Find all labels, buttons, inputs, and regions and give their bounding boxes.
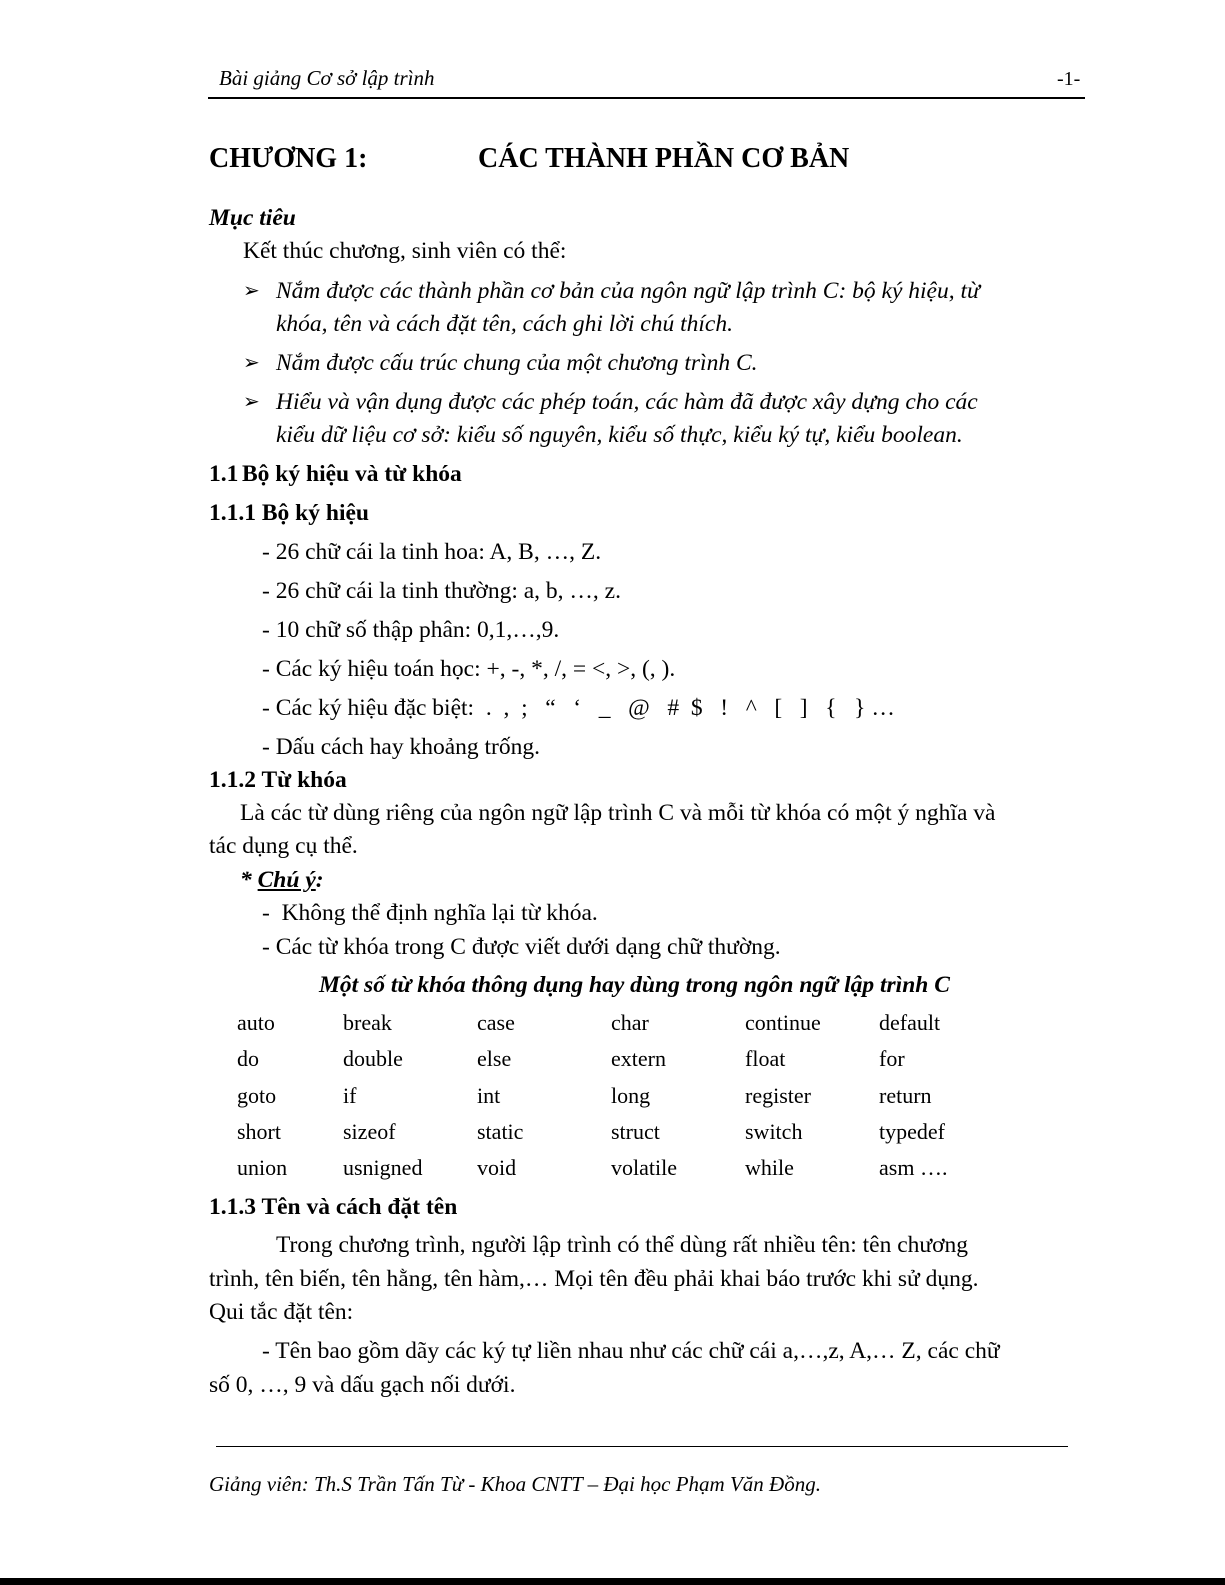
section-1-1-3-title: 1.1.3 Tên và cách đặt tên — [209, 1194, 458, 1220]
objectives-heading: Mục tiêu — [209, 205, 296, 231]
page-number: -1- — [1057, 68, 1081, 90]
header-title: Bài giảng Cơ sở lập trình — [219, 66, 435, 90]
naming-paragraph-line-1: Trong chương trình, người lập trình có thể dùng rất nhiều tên: tên chương — [276, 1232, 969, 1258]
keyword-cell: typedef — [879, 1119, 945, 1144]
list-item: - Các ký hiệu toán học: +, -, *, /, = <, >, (, ). — [262, 656, 676, 682]
naming-rule-line-1: - Tên bao gồm dãy các ký tự liền nhau như các chữ cái a,…,z, A,… Z, các chữ — [262, 1338, 1000, 1364]
naming-rule-line-2: số 0, …, 9 và dấu gạch nối dưới. — [209, 1372, 516, 1398]
keyword-cell: static — [477, 1119, 524, 1144]
keyword-cell: volatile — [611, 1155, 677, 1180]
keyword-cell: char — [611, 1010, 649, 1035]
keyword-cell: while — [745, 1155, 794, 1180]
keyword-cell: else — [477, 1046, 512, 1071]
keyword-cell: sizeof — [343, 1119, 396, 1144]
keyword-cell: if — [343, 1083, 357, 1108]
list-item: - 10 chữ số thập phân: 0,1,…,9. — [262, 617, 560, 643]
objectives-intro: Kết thúc chương, sinh viên có thể: — [243, 238, 567, 264]
objective-item-2: Nắm được cấu trúc chung của một chương trình C. — [276, 350, 758, 376]
keyword-cell: usnigned — [343, 1155, 423, 1180]
note-label — [240, 866, 324, 894]
chapter-title: CÁC THÀNH PHẦN CƠ BẢN — [478, 143, 850, 174]
list-item: - Các ký hiệu đặc biệt: . , ; “ ‘ _ @ # $ ! ^ [ ] { } … — [262, 695, 895, 721]
keyword-cell: union — [237, 1155, 288, 1180]
section-1-1-title: Bộ ký hiệu và từ khóa — [242, 461, 462, 487]
section-1-1-1-title: 1.1.1 Bộ ký hiệu — [209, 500, 369, 526]
list-item: - 26 chữ cái la tinh hoa: A, B, …, Z. — [262, 539, 602, 565]
keyword-cell: float — [745, 1046, 786, 1071]
keyword-cell: extern — [611, 1046, 666, 1071]
keyword-cell: void — [477, 1155, 517, 1180]
keyword-cell: for — [879, 1046, 905, 1071]
keyword-cell: struct — [611, 1119, 660, 1144]
keyword-cell: register — [745, 1083, 811, 1108]
footer-rule — [216, 1446, 1068, 1447]
note-label-text: Chú ý — [257, 867, 316, 893]
objective-item-1b: khóa, tên và cách đặt tên, cách ghi lời chú thích. — [276, 311, 733, 337]
keyword-cell: return — [879, 1083, 932, 1108]
keyword-cell: short — [237, 1119, 281, 1144]
keyword-cell: double — [343, 1046, 403, 1071]
note-star: * — [240, 867, 258, 893]
list-item: - 26 chữ cái la tinh thường: a, b, …, z. — [262, 578, 621, 604]
keyword-cell: goto — [237, 1083, 277, 1108]
page-bottom-edge — [0, 1578, 1225, 1585]
keyword-paragraph-line-2: tác dụng cụ thể. — [209, 833, 358, 859]
keyword-cell: auto — [237, 1010, 275, 1035]
bullet-arrow-icon: ➢ — [243, 391, 260, 413]
section-1-1-2-title: 1.1.2 Từ khóa — [209, 767, 347, 793]
keyword-cell: int — [477, 1083, 501, 1108]
keyword-cell: switch — [745, 1119, 803, 1144]
header-rule — [208, 97, 1085, 99]
naming-paragraph-line-3: Qui tắc đặt tên: — [209, 1299, 354, 1325]
note-item: - Các từ khóa trong C được viết dưới dạng chữ thường. — [262, 934, 781, 960]
objective-item-3a: Hiểu và vận dụng được các phép toán, các hàm đã được xây dựng cho các — [276, 389, 978, 415]
naming-paragraph-line-2: trình, tên biến, tên hằng, tên hàm,… Mọi tên đều phải khai báo trước khi sử dụng. — [209, 1266, 979, 1292]
objective-item-3b: kiểu dữ liệu cơ sở: kiểu số nguyên, kiểu số thực, kiểu ký tự, kiểu boolean. — [276, 422, 963, 448]
list-item: - Dấu cách hay khoảng trống. — [262, 734, 540, 760]
keyword-cell: asm …. — [879, 1155, 948, 1180]
keyword-cell: case — [477, 1010, 515, 1035]
section-1-1-number: 1.1 — [209, 461, 239, 487]
chapter-number: CHƯƠNG 1: — [209, 143, 368, 174]
keyword-table-caption: Một số từ khóa thông dụng hay dùng trong ngôn ngữ lập trình C — [319, 972, 950, 998]
note-item: - Không thể định nghĩa lại từ khóa. — [262, 900, 598, 926]
keyword-cell: long — [611, 1083, 651, 1108]
keyword-cell: do — [237, 1046, 259, 1071]
keyword-cell: default — [879, 1010, 941, 1035]
objective-item-1a: Nắm được các thành phần cơ bản của ngôn ngữ lập trình C: bộ ký hiệu, từ — [276, 278, 980, 304]
bullet-arrow-icon: ➢ — [243, 352, 260, 374]
keyword-cell: continue — [745, 1010, 821, 1035]
keyword-cell: break — [343, 1010, 392, 1035]
footer-text: Giảng viên: Th.S Trần Tấn Từ - Khoa CNTT – Đại học Phạm Văn Đồng. — [209, 1472, 821, 1496]
note-colon: : — [315, 867, 324, 893]
keyword-paragraph-line-1: Là các từ dùng riêng của ngôn ngữ lập trình C và mỗi từ khóa có một ý nghĩa và — [240, 800, 996, 826]
bullet-arrow-icon: ➢ — [243, 280, 260, 302]
